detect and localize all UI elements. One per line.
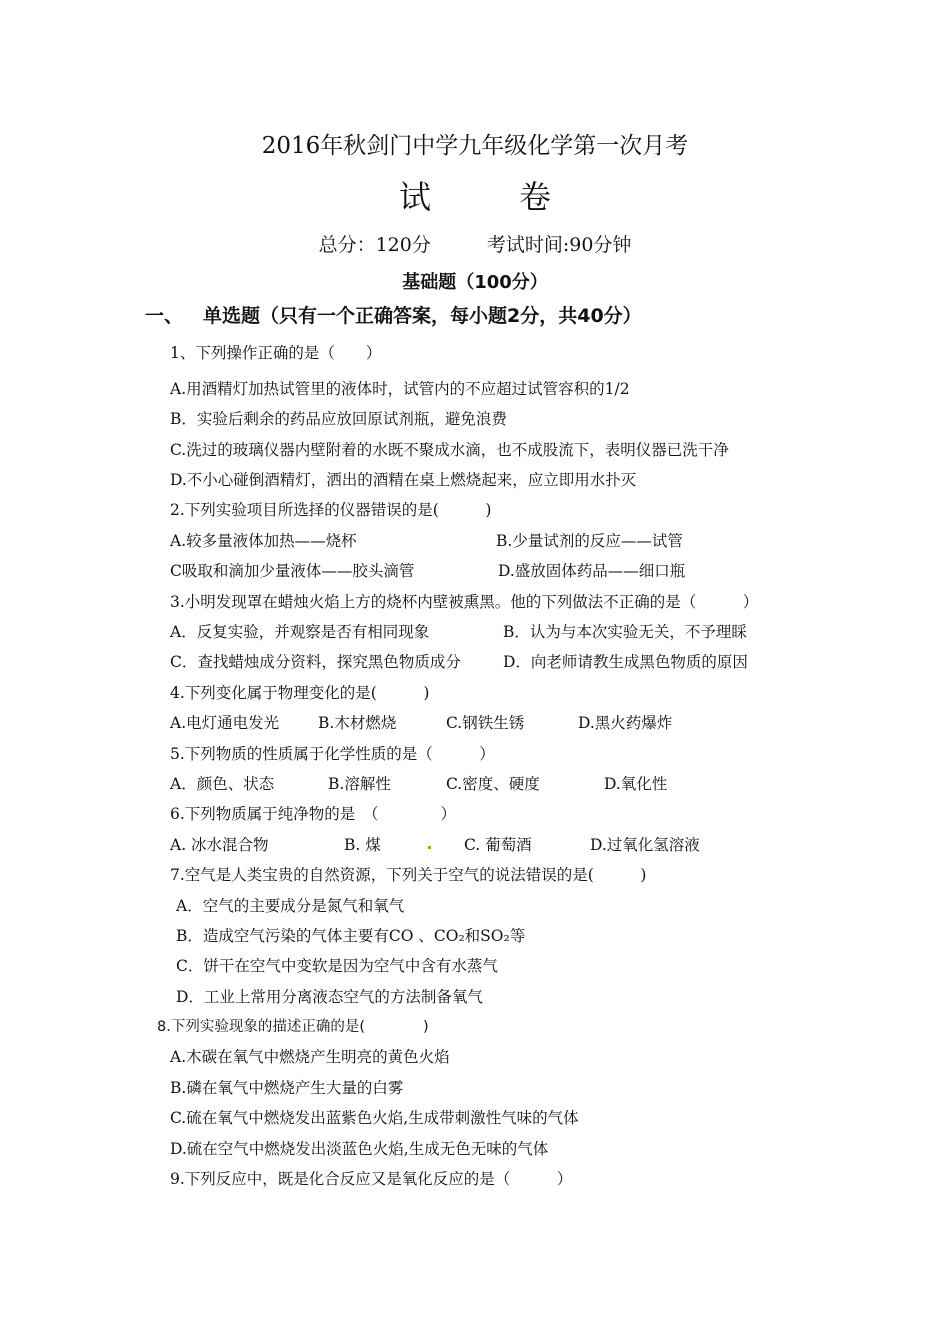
- q4-option-d: D.黑火药爆炸: [578, 714, 673, 732]
- exam-subtitle: [0, 172, 950, 218]
- q8-option-d: D.硫在空气中燃烧发出淡蓝色火焰,生成无色无味的气体: [170, 1140, 549, 1158]
- q3-option-d: D．向老师请教生成黑色物质的原因: [503, 653, 748, 671]
- q7-option-d: D．工业上常用分离液态空气的方法制备氧气: [176, 988, 483, 1006]
- part-heading: 基础题（100分）: [402, 272, 548, 293]
- q3-option-c: C．查找蜡烛成分资料，探究黑色物质成分: [170, 653, 461, 671]
- q2-option-b: B.少量试剂的反应——试管: [496, 532, 683, 550]
- q2-option-d: D.盛放固体药品——细口瓶: [498, 562, 686, 580]
- subtitle-char-1: 试: [398, 178, 431, 216]
- question-3: 3.小明发现罩在蜡烛火焰上方的烧杯内壁被熏黑。他的下列做法不正确的是（ ）: [170, 593, 759, 611]
- q1-option-c: C.洗过的玻璃仪器内壁附着的水既不聚成水滴，也不成股流下，表明仪器已洗干净: [170, 441, 729, 459]
- question-7: 7.空气是人类宝贵的自然资源，下列关于空气的说法错误的是( ): [170, 866, 647, 884]
- q2-option-c: C吸取和滴加少量液体——胶头滴管: [170, 562, 415, 580]
- q4-option-c: C.钢铁生锈: [446, 714, 525, 732]
- q1-option-a: A.用酒精灯加热试管里的液体时，试管内的不应超过试管容积的1/2: [170, 380, 630, 398]
- exam-time: 考试时间:90分钟: [486, 234, 632, 256]
- question-4: 4.下列变化属于物理变化的是( ): [170, 684, 430, 702]
- q1-option-b: B．实验后剩余的药品应放回原试剂瓶，避免浪费: [170, 410, 507, 428]
- q8-option-c: C.硫在氧气中燃烧发出蓝紫色火焰,生成带刺激性气味的气体: [170, 1109, 579, 1127]
- q6-option-a: A. 冰水混合物: [170, 836, 269, 854]
- subtitle-char-2: 卷: [519, 178, 552, 216]
- q5-option-d: D.氧化性: [604, 775, 668, 793]
- q4-option-a: A.电灯通电发光: [170, 714, 280, 732]
- section-number: 一、: [145, 305, 184, 327]
- q1-option-d: D.不小心碰倒酒精灯，洒出的酒精在桌上燃烧起来，应立即用水扑灭: [170, 471, 637, 489]
- q2-option-a: A.较多量液体加热——烧杯: [170, 532, 357, 550]
- exam-info: [0, 230, 950, 257]
- q5-option-c: C.密度、硬度: [446, 775, 540, 793]
- question-6: 6.下列物质属于纯净物的是 （ ）: [170, 805, 457, 823]
- q8-option-a: A.木碳在氧气中燃烧产生明亮的黄色火焰: [170, 1048, 450, 1066]
- question-2: 2.下列实验项目所选择的仪器错误的是( ): [170, 501, 492, 519]
- q3-option-b: B．认为与本次实验无关，不予理睬: [503, 623, 747, 641]
- q4-option-b: B.木材燃烧: [318, 714, 397, 732]
- question-5: 5.下列物质的性质属于化学性质的是（ ）: [170, 745, 495, 763]
- q8-option-b: B.磷在氧气中燃烧产生大量的白雾: [170, 1079, 404, 1097]
- exam-title: 2016年秋剑门中学九年级化学第一次月考: [261, 133, 689, 159]
- q7-option-a: A．空气的主要成分是氮气和氧气: [176, 897, 405, 915]
- q3-option-a: A．反复实验，并观察是否有相同现象: [170, 623, 430, 641]
- total-score: 总分：120分: [318, 234, 431, 256]
- question-8: 8.下列实验现象的描述正确的是( ): [157, 1019, 429, 1035]
- section-title: 单选题（只有一个正确答案，每小题2分，共40分）: [203, 305, 642, 327]
- question-9: 9.下列反应中，既是化合反应又是氧化反应的是（ ）: [170, 1170, 573, 1188]
- q6-option-b: B. 煤: [344, 836, 381, 854]
- q5-option-b: B.溶解性: [328, 775, 391, 793]
- q6-option-c: C. 葡萄酒: [464, 836, 532, 854]
- stray-mark: [428, 846, 431, 849]
- q6-option-d: D.过氧化氢溶液: [590, 836, 700, 854]
- section-heading: [145, 306, 642, 326]
- question-1: 1、下列操作正确的是（ ）: [170, 344, 382, 362]
- q5-option-a: A．颜色、状态: [170, 775, 275, 793]
- q7-option-c: C．饼干在空气中变软是因为空气中含有水蒸气: [176, 957, 498, 975]
- q7-option-b: B．造成空气污染的气体主要有CO 、CO₂和SO₂等: [176, 927, 526, 945]
